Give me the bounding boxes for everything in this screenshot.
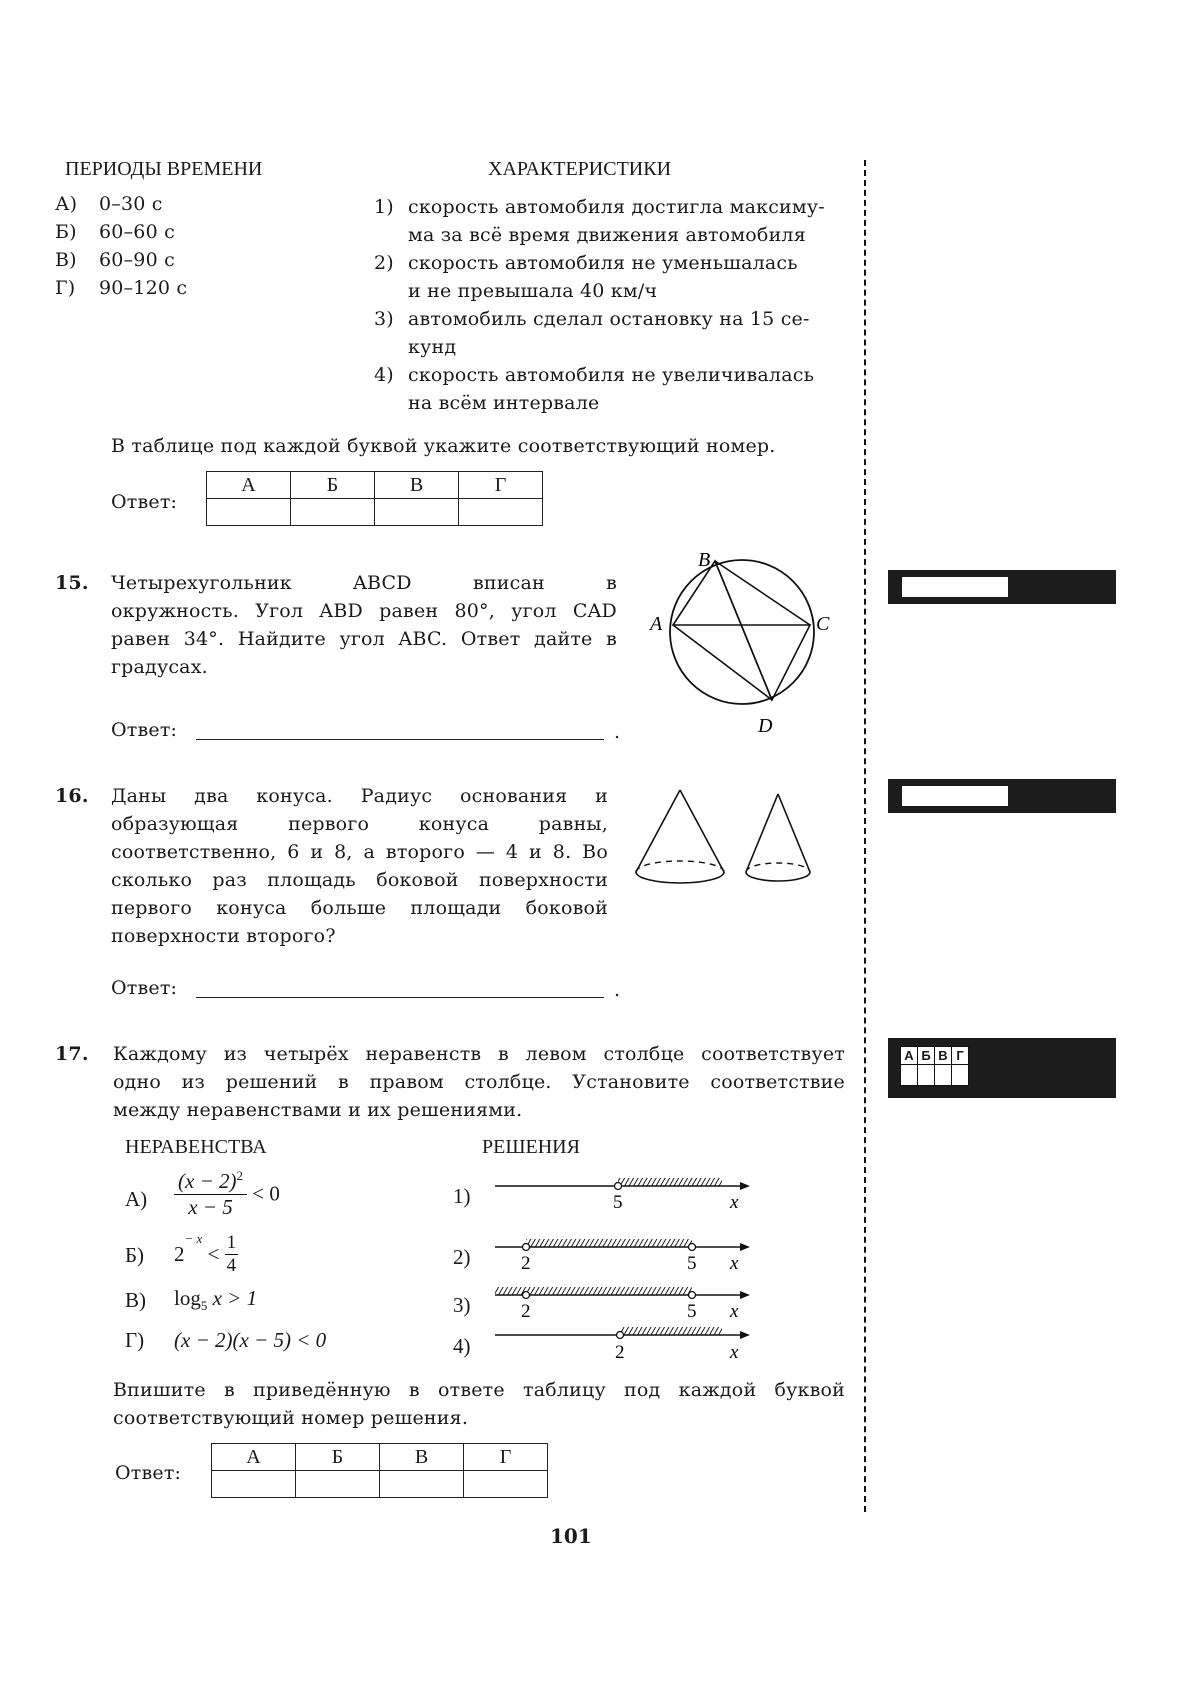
number-line-4 <box>495 1327 750 1363</box>
q14-instruction: В таблице под каждой буквой укажите соответствующий номер. <box>111 435 776 457</box>
inequality-a: $\frac{(x - 2)^2}{x - 5}$ < 0 <box>174 1168 280 1220</box>
solutions-header: РЕШЕНИЯ <box>482 1136 580 1158</box>
answer-cell[interactable] <box>380 1471 464 1498</box>
period-item: А) 0–30 с <box>55 193 163 215</box>
period-item: В) 60–90 с <box>55 249 175 271</box>
label-c: C <box>816 613 830 635</box>
tick-label: 2 <box>521 1301 531 1322</box>
characteristics-header: ХАРАКТЕРИСТИКИ <box>488 158 672 180</box>
inequality-b: $2^{- x}$ < $\frac{1}{4}$ <box>174 1231 237 1276</box>
periods-header: ПЕРИОДЫ ВРЕМЕНИ <box>65 158 263 180</box>
inequality-d: (x − 2)(x − 5) < 0 <box>174 1328 327 1352</box>
tick-label: 2 <box>521 1253 531 1274</box>
characteristic-item: 1) скорость автомобиля достигла максиму- ма за всё время движения автомобиля <box>374 196 825 246</box>
side-answer-box-16 <box>888 779 1116 813</box>
solution-number: 3) <box>453 1293 471 1317</box>
answer-cell[interactable] <box>296 1471 380 1498</box>
tick-label: 5 <box>613 1192 623 1213</box>
inscribed-quadrilateral-figure <box>640 552 840 742</box>
q15-answer-label: Ответ: <box>111 719 178 741</box>
q17-answer-table <box>211 1443 548 1498</box>
side-answer-box-15 <box>888 570 1116 604</box>
characteristic-item: 2) скорость автомобиля не уменьшалась и не превышала 40 км/ч <box>374 252 798 302</box>
axis-variable: x <box>730 1253 739 1274</box>
side-grid-header: Г <box>952 1047 969 1065</box>
axis-variable: x <box>730 1342 739 1363</box>
q16-answer-label: Ответ: <box>111 977 178 999</box>
period-item: Б) 60–60 с <box>55 221 175 243</box>
answer-cell[interactable] <box>212 1471 296 1498</box>
answer-cell[interactable] <box>464 1471 548 1498</box>
solution-number: 4) <box>453 1334 471 1358</box>
side-answer-field[interactable] <box>902 786 1008 806</box>
side-answer-grid <box>900 1046 969 1086</box>
tick-label: 2 <box>615 1342 625 1363</box>
period-dot: . <box>614 721 621 743</box>
table-header: Г <box>464 1444 548 1471</box>
ineq-letter-a: А) <box>125 1187 148 1211</box>
q15-number: 15. <box>55 572 89 594</box>
characteristic-item: 3) автомобиль сделал остановку на 15 се- кунд <box>374 308 810 358</box>
ineq-letter-b: Б) <box>125 1243 145 1267</box>
answer-cell[interactable] <box>291 499 375 526</box>
number-line-2 <box>495 1239 750 1274</box>
table-header: В <box>380 1444 464 1471</box>
inequalities-header: НЕРАВЕНСТВА <box>125 1136 267 1158</box>
side-answer-box-17 <box>888 1038 1116 1098</box>
q14-answer-table <box>206 471 543 526</box>
circle-shape <box>670 560 814 704</box>
table-header: Г <box>459 472 543 499</box>
side-bc <box>715 561 810 625</box>
periods-list <box>55 190 187 302</box>
characteristic-item: 4) скорость автомобиля не увеличивалась на всём интервале <box>374 364 815 414</box>
two-cones-figure <box>630 784 830 894</box>
number-line-1 <box>495 1178 750 1213</box>
solution-number: 1) <box>453 1184 471 1208</box>
ineq-letter-c: В) <box>125 1288 146 1312</box>
axis-variable: x <box>730 1301 739 1322</box>
q16-answer-line[interactable] <box>196 997 604 998</box>
tick-label: 5 <box>687 1301 697 1322</box>
period-item: Г) 90–120 с <box>55 277 188 299</box>
side-grid-cell[interactable] <box>935 1065 952 1086</box>
table-header: В <box>375 472 459 499</box>
label-a: A <box>650 613 663 635</box>
answer-cell[interactable] <box>375 499 459 526</box>
q17-instruction: Впишите в приведённую в ответе таблицу под каждой буквой соответствующий номер решения. <box>113 1379 845 1429</box>
q15-text: Четырехугольник ABCD вписан в окружность. Угол ABD равен 80°, угол CAD равен 34°. Найдите угол ABC. Ответ дайте в градусах. <box>111 572 617 678</box>
side-answer-field[interactable] <box>902 577 1008 597</box>
tick-label: 5 <box>687 1253 697 1274</box>
side-grid-cell[interactable] <box>952 1065 969 1086</box>
axis-variable: x <box>730 1192 739 1213</box>
q14-answer-label: Ответ: <box>111 491 178 513</box>
side-grid-cell[interactable] <box>918 1065 935 1086</box>
side-grid-header: А <box>901 1047 918 1065</box>
page-number: 101 <box>550 1524 592 1548</box>
label-d: D <box>758 715 773 737</box>
q17-text: Каждому из четырёх неравенств в левом столбце соответствует одно из решений в правом столбце. Установите соответствие между неравенствами и их решениями. <box>113 1043 845 1121</box>
period-dot: . <box>614 979 621 1001</box>
label-b: B <box>698 552 711 571</box>
inequality-c: $\log_5 x > 1$ <box>174 1286 258 1314</box>
cut-line <box>864 160 866 1512</box>
q15-answer-line[interactable] <box>196 739 604 740</box>
number-line-3 <box>495 1287 750 1322</box>
side-grid-header: В <box>935 1047 952 1065</box>
table-header: А <box>212 1444 296 1471</box>
characteristics-list <box>374 193 834 417</box>
solution-number: 2) <box>453 1245 471 1269</box>
q17-answer-label: Ответ: <box>115 1462 182 1484</box>
side-grid-header: Б <box>918 1047 935 1065</box>
ineq-letter-d: Г) <box>125 1328 145 1352</box>
q16-text: Даны два конуса. Радиус основания и образующая первого конуса равны, соответственно, 6 и 8, а второго — 4 и 8. Во сколько раз площадь боковой поверхности первого конуса больше площади боковой поверхности второго? <box>111 785 608 947</box>
q17-number: 17. <box>55 1043 89 1065</box>
number-lines-figure <box>490 1160 760 1370</box>
cone-one <box>636 790 724 883</box>
answer-cell[interactable] <box>207 499 291 526</box>
table-header: Б <box>296 1444 380 1471</box>
answer-cell[interactable] <box>459 499 543 526</box>
table-header: Б <box>291 472 375 499</box>
cone-two <box>746 794 810 881</box>
side-grid-cell[interactable] <box>901 1065 918 1086</box>
table-header: А <box>207 472 291 499</box>
q16-number: 16. <box>55 785 89 807</box>
quadrilateral-shape <box>673 561 810 700</box>
